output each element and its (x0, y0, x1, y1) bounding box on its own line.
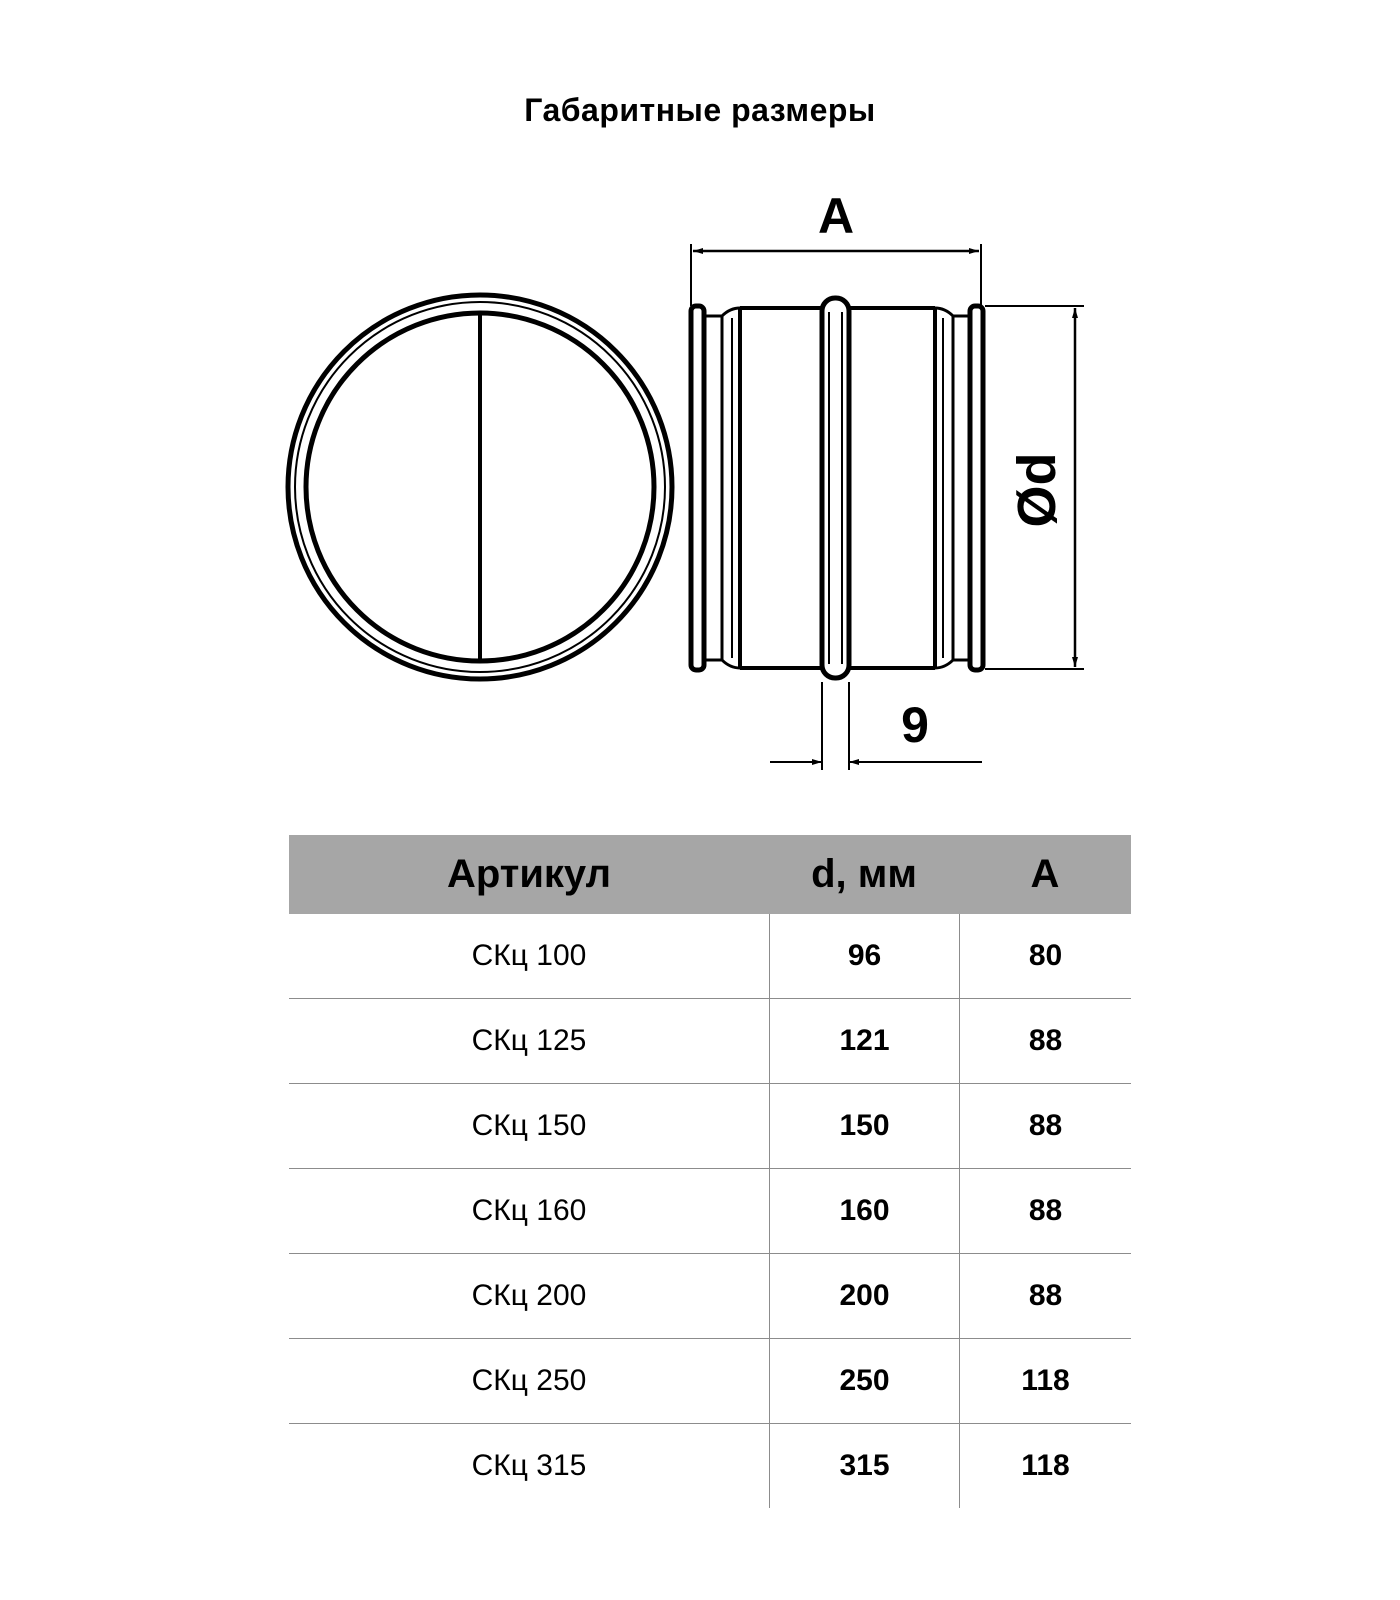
table-body (289, 914, 1131, 1508)
table-row (289, 1168, 1131, 1253)
side-view (691, 298, 983, 678)
cell-a: 88 (959, 1254, 1131, 1338)
cell-a: 88 (959, 1084, 1131, 1168)
cell-article: СКц 125 (471, 1024, 587, 1057)
cell-article: СКц 200 (471, 1279, 587, 1312)
header-article: Артикул (446, 852, 612, 896)
cell-a: 118 (959, 1424, 1131, 1508)
header-d: d, мм (811, 852, 917, 896)
cell-a: 118 (959, 1339, 1131, 1423)
cell-article: СКц 150 (471, 1109, 587, 1142)
table-row (289, 998, 1131, 1083)
header-a: A (1030, 852, 1060, 896)
cell-d: 121 (769, 999, 959, 1083)
cell-d: 160 (769, 1169, 959, 1253)
dimension-gap (770, 682, 982, 770)
cell-article: СКц 100 (471, 939, 587, 972)
cell-a: 88 (959, 999, 1131, 1083)
front-view (288, 295, 672, 679)
table-row (289, 1423, 1131, 1508)
table-row (289, 914, 1131, 998)
cell-article: СКц 315 (471, 1449, 587, 1482)
dimensions-table (289, 835, 1131, 1508)
cell-article: СКц 160 (471, 1194, 587, 1227)
table-header (289, 835, 1131, 914)
page-title: Габаритные размеры (524, 92, 876, 128)
cell-d: 200 (769, 1254, 959, 1338)
cell-d: 250 (769, 1339, 959, 1423)
dim-d-label: Ød (1007, 452, 1067, 528)
cell-a: 88 (959, 1169, 1131, 1253)
dim-a-label: A (817, 188, 855, 244)
cell-d: 96 (769, 914, 959, 998)
cell-a: 80 (959, 914, 1131, 998)
cell-d: 150 (769, 1084, 959, 1168)
dim-gap-label: 9 (901, 697, 929, 753)
table-row (289, 1253, 1131, 1338)
cell-article: СКц 250 (471, 1364, 587, 1397)
table-row (289, 1083, 1131, 1168)
table-row (289, 1338, 1131, 1423)
cell-d: 315 (769, 1424, 959, 1508)
